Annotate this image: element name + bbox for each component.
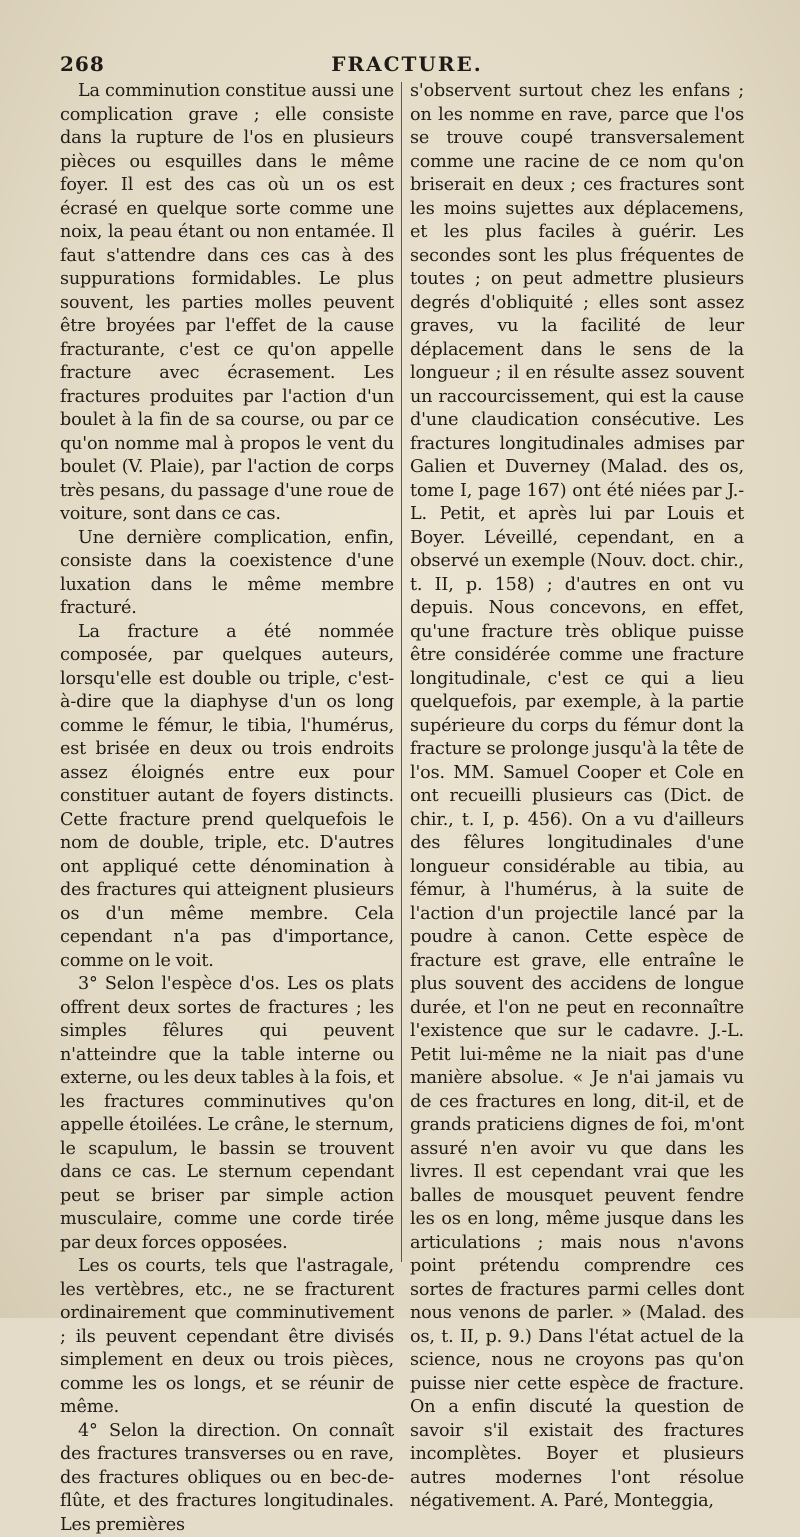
paragraph-os-courts: Les os courts, tels que l'astragale, les vertèbres, etc., ne se fracturent ordinairement que comminutivement ; ils peuvent cependant être divisés simplement en deux ou trois pièces, comme les os longs, et se réunir de même. <box>60 1255 394 1420</box>
page-number: 268 <box>60 52 105 76</box>
right-column <box>410 80 744 1514</box>
left-column <box>60 80 394 1537</box>
paragraph-continuation: s'observent surtout chez les enfans ; on les nomme en rave, parce que l'os se trouve coupé transversalement comme une racine de ce nom qu'on briserait en deux ; ces fractures sont les moins sujettes aux déplacemens, et les plus faciles à guérir. Les secondes sont les plus fréquentes de toutes ; on peut admettre plusieurs degrés d'obliquité ; elles sont assez graves, vu la facilité de leur déplacement dans le sens de la longueur ; il en résulte assez souvent un raccourcissement, qui est la cause d'une claudication consécutive. Les fractures longitudinales admises par Galien et Duverney (Malad. des os, tome I, page 167) ont été niées par J.-L. Petit, et après lui par Louis et Boyer. Léveillé, cependant, en a observé un exemple (Nouv. doct. chir., t. II, p. 158) ; d'autres en ont vu depuis. Nous concevons, en effet, qu'une fracture très oblique puisse être considérée comme une fracture longitudinale, c'est ce qui a lieu quelquefois, par exemple, à la partie supérieure du corps du fémur dont la fracture se prolonge jusqu'à la tête de l'os. MM. Samuel Cooper et Cole en ont recueilli plusieurs cas (Dict. de chir., t. I, p. 456). On a vu d'ailleurs des fêlures longitudinales d'une longueur considérable au tibia, au fémur, à l'humérus, à la suite de l'action d'un projectile lancé par la poudre à canon. Cette espèce de fracture est grave, elle entraîne le plus souvent des accidens de longue durée, et l'on ne peut en reconnaître l'existence que sur le cadavre. J.-L. Petit lui-même ne la niait pas d'une manière absolue. « Je n'ai jamais vu de ces fractures en long, dit-il, et de grands praticiens dignes de foi, m'ont assuré n'en avoir vu que dans les livres. Il est cependant vrai que les balles de mousquet peuvent fendre les os en long, même jusque dans les articulations ; mais nous n'avons point prétendu comprendre ces sortes de fractures parmi celles dont nous venons de parler. » (Malad. des os, t. II, p. 9.) Dans l'état actuel de la science, nous ne croyons pas qu'on puisse nier cette espèce de fracture. On a enfin discuté la question de savoir s'il existait des fractures incomplètes. Boyer et plusieurs autres modernes l'ont résolue négativement. A. Paré, Monteggia, <box>410 80 744 1514</box>
column-divider <box>401 82 402 1262</box>
paragraph-luxation: Une dernière complication, enfin, consiste dans la coexistence d'une luxation dans le même membre fracturé. <box>60 527 394 621</box>
paragraph-direction: 4° Selon la direction. On connaît des fractures transverses ou en rave, des fractures obliques ou en bec-de-flûte, et des fractures longitudinales. Les premières <box>60 1420 394 1537</box>
paragraph-espece-os: 3° Selon l'espèce d'os. Les os plats offrent deux sortes de fractures ; les simples fêlures qui peuvent n'atteindre que la table interne ou externe, ou les deux tables à la fois, et les fractures comminutives qu'on appelle étoilées. Le crâne, le sternum, le scapulum, le bassin se trouvent dans ce cas. Le sternum cependant peut se briser par simple action musculaire, comme une corde tirée par deux forces opposées. <box>60 973 394 1255</box>
paragraph-composee: La fracture a été nommée composée, par quelques auteurs, lorsqu'elle est double ou triple, c'est-à-dire que la diaphyse d'un os long comme le fémur, le tibia, l'humérus, est brisée en deux ou trois endroits assez éloignés entre eux pour constituer autant de foyers distincts. Cette fracture prend quelquefois le nom de double, triple, etc. D'autres ont appliqué cette dénomination à des fractures qui atteignent plusieurs os d'un même membre. Cela cependant n'a pas d'importance, comme on le voit. <box>60 621 394 974</box>
running-title: FRACTURE. <box>60 52 754 76</box>
paragraph-comminution: La comminution constitue aussi une complication grave ; elle consiste dans la rupture de l'os en plusieurs pièces ou esquilles dans le même foyer. Il est des cas où un os est écrasé en quelque sorte comme une noix, la peau étant ou non entamée. Il faut s'attendre dans ces cas à des suppurations formidables. Le plus souvent, les parties molles peuvent être broyées par l'effet de la cause fracturante, c'est ce qu'on appelle fracture avec écrasement. Les fractures produites par l'action d'un boulet à la fin de sa course, ou par ce qu'on nomme mal à propos le vent du boulet (V. Plaie), par l'action de corps très pesans, du passage d'une roue de voiture, sont dans ce cas. <box>60 80 394 527</box>
